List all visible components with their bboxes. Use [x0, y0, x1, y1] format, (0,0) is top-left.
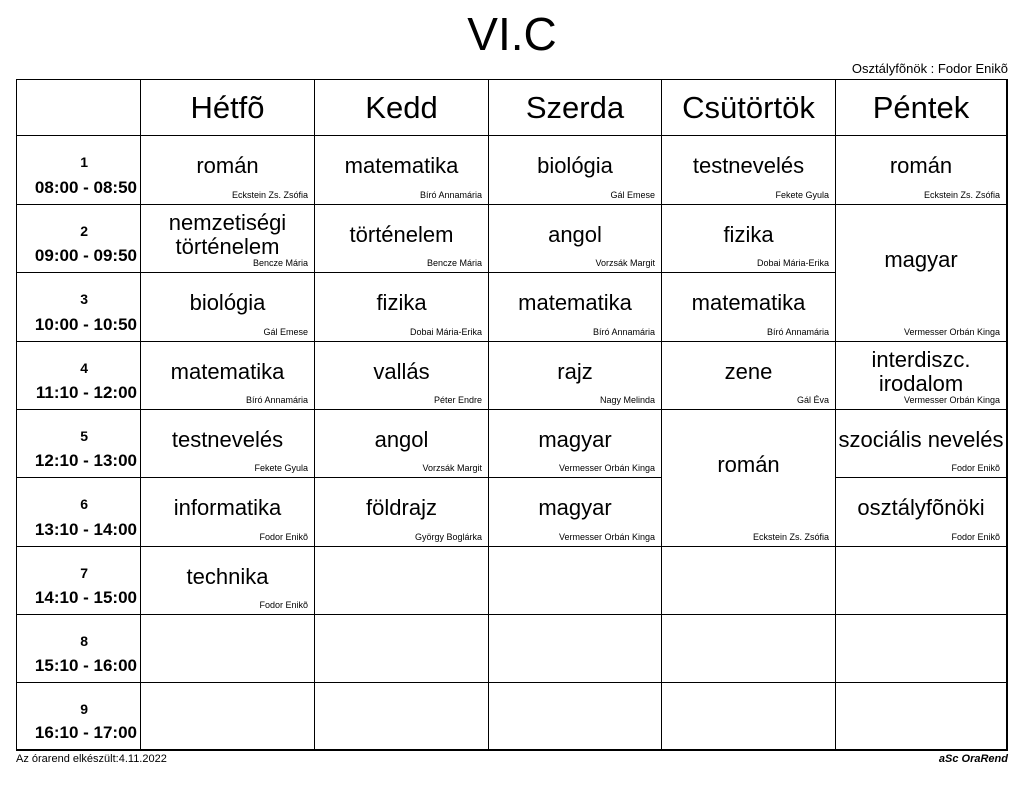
day-header: Szerda: [489, 80, 662, 136]
page-title: VI.C: [467, 8, 557, 60]
empty-slot: [489, 683, 662, 750]
lesson-teacher: Eckstein Zs. Zsófia: [231, 190, 308, 200]
period-cell: [17, 547, 141, 615]
empty-slot: [662, 547, 836, 615]
lesson-cell: [662, 410, 836, 547]
lesson-cell: [315, 273, 489, 342]
period-time: 10:00 - 10:50: [34, 315, 137, 334]
period-number: 8: [80, 633, 88, 649]
lesson-cell: [836, 205, 1007, 342]
software-credit: aSc OraRend: [938, 753, 1008, 765]
lesson-teacher: Eckstein Zs. Zsófia: [752, 532, 829, 542]
period-time: 09:00 - 09:50: [34, 246, 137, 265]
lesson-subject: matematika: [170, 359, 285, 384]
lesson-teacher: Gál Éva: [796, 395, 829, 405]
lesson-cell: [489, 342, 662, 410]
lesson-cell: [141, 478, 315, 547]
day-header: Kedd: [315, 80, 489, 136]
lesson-teacher: Fodor Enikõ: [259, 532, 308, 542]
lesson-subject: technika: [186, 564, 269, 589]
lesson-teacher: Dobai Mária-Erika: [409, 327, 482, 337]
lesson-subject: fizika: [376, 290, 427, 315]
lesson-subject: földrajz: [366, 495, 437, 520]
lesson-cell: [141, 136, 315, 205]
period-number: 6: [80, 496, 88, 512]
lesson-teacher: Vermesser Orbán Kinga: [903, 395, 1000, 405]
empty-slot: [315, 615, 489, 683]
lesson-teacher: Vermesser Orbán Kinga: [558, 532, 655, 542]
lesson-teacher: Vorzsák Margit: [595, 258, 655, 268]
period-number: 2: [80, 223, 88, 239]
lesson-subject: magyar: [538, 427, 612, 452]
empty-slot: [489, 547, 662, 615]
lesson-cell: [662, 273, 836, 342]
period-number: 9: [80, 701, 88, 717]
lesson-cell: [662, 136, 836, 205]
lesson-subject: matematika: [344, 153, 459, 178]
period-cell: [17, 478, 141, 547]
lesson-teacher: Bencze Mária: [426, 258, 482, 268]
period-number: 3: [80, 291, 88, 307]
lesson-teacher: Bencze Mária: [252, 258, 308, 268]
empty-slot: [836, 547, 1007, 615]
lesson-teacher: Fodor Enikõ: [259, 600, 308, 610]
lesson-subject: angol: [548, 222, 602, 247]
period-number: 5: [80, 428, 88, 444]
period-cell: [17, 342, 141, 410]
lesson-subject: magyar: [884, 246, 958, 272]
lesson-cell: [489, 205, 662, 273]
empty-slot: [141, 615, 315, 683]
lesson-cell: [489, 273, 662, 342]
lesson-cell: [315, 478, 489, 547]
lesson-subject: nemzetiségi történelem: [168, 210, 287, 259]
lesson-cell: [315, 342, 489, 410]
lesson-subject: fizika: [723, 222, 774, 247]
created-date: Az órarend elkészült:4.11.2022: [16, 753, 167, 765]
lesson-cell: [662, 342, 836, 410]
lesson-cell: [489, 410, 662, 478]
lesson-cell: [836, 342, 1007, 410]
lesson-cell: [141, 342, 315, 410]
lesson-teacher: Bíró Annamária: [245, 395, 308, 405]
day-header: Csütörtök: [662, 80, 836, 136]
lesson-subject: szociális nevelés: [838, 427, 1004, 452]
lesson-subject: vallás: [373, 359, 430, 384]
empty-slot: [315, 547, 489, 615]
lesson-teacher: Dobai Mária-Erika: [756, 258, 829, 268]
lesson-subject: zene: [724, 359, 773, 384]
lesson-cell: [315, 136, 489, 205]
corner-cell: [17, 80, 141, 136]
lesson-teacher: Vermesser Orbán Kinga: [903, 327, 1000, 337]
lesson-subject: testnevelés: [171, 427, 284, 452]
lesson-cell: [141, 410, 315, 478]
empty-slot: [315, 683, 489, 750]
lesson-subject: interdiszc. irodalom: [871, 347, 971, 396]
lesson-subject: biológia: [189, 290, 266, 315]
period-cell: [17, 205, 141, 273]
period-number: 4: [80, 360, 88, 376]
lesson-cell: [836, 410, 1007, 478]
lesson-teacher: Vorzsák Margit: [422, 463, 482, 473]
empty-slot: [141, 683, 315, 750]
lesson-teacher: György Boglárka: [414, 532, 482, 542]
period-cell: [17, 615, 141, 683]
period-cell: [17, 683, 141, 750]
lesson-teacher: Bíró Annamária: [592, 327, 655, 337]
lesson-subject: matematika: [518, 290, 632, 315]
empty-slot: [836, 615, 1007, 683]
empty-slot: [836, 683, 1007, 750]
lesson-subject: informatika: [173, 495, 282, 520]
lesson-teacher: Péter Endre: [433, 395, 482, 405]
lesson-teacher: Fodor Enikõ: [951, 532, 1000, 542]
period-time: 14:10 - 15:00: [34, 588, 137, 607]
lesson-subject: román: [889, 153, 953, 178]
lesson-teacher: Fekete Gyula: [254, 463, 308, 473]
lesson-teacher: Bíró Annamária: [766, 327, 829, 337]
lesson-cell: [315, 205, 489, 273]
lesson-subject: magyar: [538, 495, 612, 520]
lesson-subject: angol: [374, 427, 429, 452]
lesson-cell: [141, 547, 315, 615]
period-number: 7: [80, 565, 88, 581]
lesson-subject: rajz: [557, 359, 593, 384]
empty-slot: [489, 615, 662, 683]
lesson-teacher: Gál Emese: [263, 327, 308, 337]
day-header: Péntek: [836, 80, 1007, 136]
lesson-subject: matematika: [691, 290, 806, 315]
day-header: Hétfõ: [141, 80, 315, 136]
lesson-cell: [836, 136, 1007, 205]
empty-slot: [662, 683, 836, 750]
lesson-cell: [489, 136, 662, 205]
period-time: 16:10 - 17:00: [34, 723, 137, 742]
lesson-cell: [489, 478, 662, 547]
lesson-cell: [662, 205, 836, 273]
period-time: 08:00 - 08:50: [34, 178, 137, 197]
lesson-teacher: Eckstein Zs. Zsófia: [923, 190, 1000, 200]
lesson-cell: [836, 478, 1007, 547]
lesson-subject: biológia: [537, 153, 613, 178]
lesson-cell: [141, 205, 315, 273]
period-number: 1: [80, 154, 88, 170]
lesson-teacher: Fodor Enikõ: [951, 463, 1000, 473]
period-time: 12:10 - 13:00: [34, 451, 137, 470]
timetable-grid: [16, 79, 1008, 751]
lesson-subject: történelem: [349, 222, 454, 247]
lesson-subject: osztályfõnöki: [857, 495, 985, 520]
lesson-subject: testnevelés: [692, 153, 805, 178]
lesson-teacher: Bíró Annamária: [419, 190, 482, 200]
period-cell: [17, 136, 141, 205]
lesson-teacher: Nagy Melinda: [599, 395, 655, 405]
lesson-cell: [315, 410, 489, 478]
empty-slot: [662, 615, 836, 683]
lesson-subject: román: [717, 451, 780, 477]
lesson-teacher: Vermesser Orbán Kinga: [558, 463, 655, 473]
period-cell: [17, 273, 141, 342]
lesson-teacher: Fekete Gyula: [775, 190, 829, 200]
period-time: 13:10 - 14:00: [34, 520, 137, 539]
period-cell: [17, 410, 141, 478]
lesson-cell: [141, 273, 315, 342]
lesson-teacher: Gál Emese: [610, 190, 655, 200]
period-time: 15:10 - 16:00: [34, 656, 137, 675]
lesson-subject: román: [196, 153, 259, 178]
period-time: 11:10 - 12:00: [35, 383, 137, 402]
head-teacher-label: Osztályfõnök : Fodor Enikõ: [851, 61, 1008, 76]
